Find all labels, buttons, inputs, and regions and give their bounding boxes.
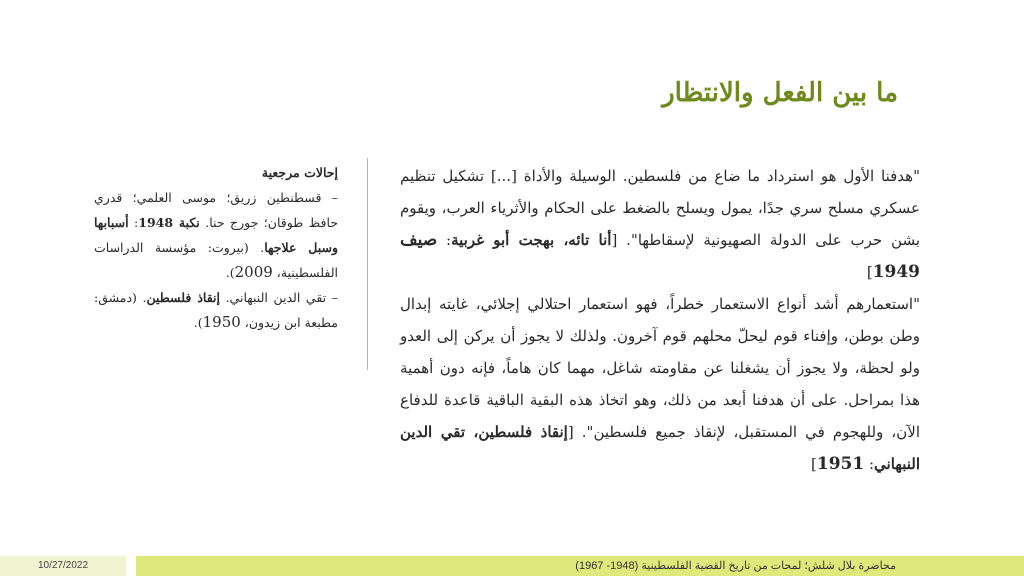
footer-caption-bar bbox=[136, 556, 1024, 576]
slide-title: ما بين الفعل والانتظار bbox=[662, 78, 898, 108]
ref-authors: – قسطنطين زريق؛ موسى العلمي؛ قدري حافظ طوقان؛ جورج حنا. bbox=[94, 190, 339, 230]
column-divider bbox=[367, 158, 368, 370]
ref-publisher: . (دمشق: مطبعة ابن زيدون، bbox=[94, 290, 338, 330]
quote-nabhani bbox=[400, 288, 920, 480]
quote-source: أنا تائه، بهجت أبو غربية bbox=[451, 231, 612, 249]
ref-year: 2009 bbox=[234, 263, 273, 281]
quote-source: إنقاذ فلسطين، تقي الدين النبهاني bbox=[400, 423, 920, 473]
ref-year: 1950 bbox=[202, 313, 241, 331]
reference-item bbox=[94, 185, 338, 285]
ref-end: ). bbox=[193, 315, 203, 330]
ref-title: إنقاذ فلسطين bbox=[146, 290, 220, 305]
ref-sep: : bbox=[128, 215, 139, 230]
ref-title: نكبة 1948 bbox=[138, 215, 200, 230]
footer-caption: محاضرة بلال شلش؛ لمحات من تاريخ القضية الفلسطينية (1948- 1967) bbox=[575, 560, 896, 572]
quote-text: "هدفنا الأول هو استرداد ما ضاع من فلسطين. الوسيلة والأداة [...] تشكيل تنظيم عسكري مسلح سري جدًا، يمول ويسلح بالضغط على الحكام والأثرياء العرب، ويقوم بشن حرب على الدولة الصهيونية لإسقاطها". [ bbox=[400, 167, 920, 249]
ref-subtitle: أسبابها وسبل علاجها bbox=[94, 215, 338, 255]
quote-text: "استعمارهم أشد أنواع الاستعمار خطراً، فهو استعمار احتلالي إجلائي، غايته إبدال وطن بوطن، وإفناء قوم ليحلّ محلهم قوم آخرون. ولذلك لا يجوز أن يركن إلى العدو ولو لحظة، ولا يجوز أن يشغلنا عن مقاومته شاغل، مهما كان هاماً، فإنه دون أهمية هذا بمراحل. على أن هدفنا أبعد من ذلك، وهو اتخاذ هذه البقية الباقية قاعدة للدفاع الآن، وللهجوم في المستقبل، لإنقاذ جميع فلسطين". [ bbox=[400, 295, 920, 441]
footer-date: 10/27/2022 bbox=[0, 556, 126, 576]
quote-date: صيف 1949 bbox=[400, 230, 920, 282]
quote-abu-gharbiyya bbox=[400, 160, 920, 288]
bracket-close: ] bbox=[811, 455, 817, 473]
quote-year: 1951 bbox=[816, 454, 865, 474]
main-quotes bbox=[400, 160, 920, 480]
ref-end: ). bbox=[225, 265, 235, 280]
reference-item bbox=[94, 285, 338, 335]
source-colon: : bbox=[864, 455, 875, 473]
ref-authors: – تقي الدين النبهاني. bbox=[219, 290, 338, 305]
references-panel bbox=[94, 160, 338, 335]
bracket-close: ] bbox=[866, 263, 873, 281]
source-colon: : bbox=[437, 231, 452, 249]
references-heading: إحالات مرجعية bbox=[261, 165, 338, 180]
ref-publisher: . (بيروت: مؤسسة الدراسات الفلسطينية، bbox=[94, 240, 338, 280]
